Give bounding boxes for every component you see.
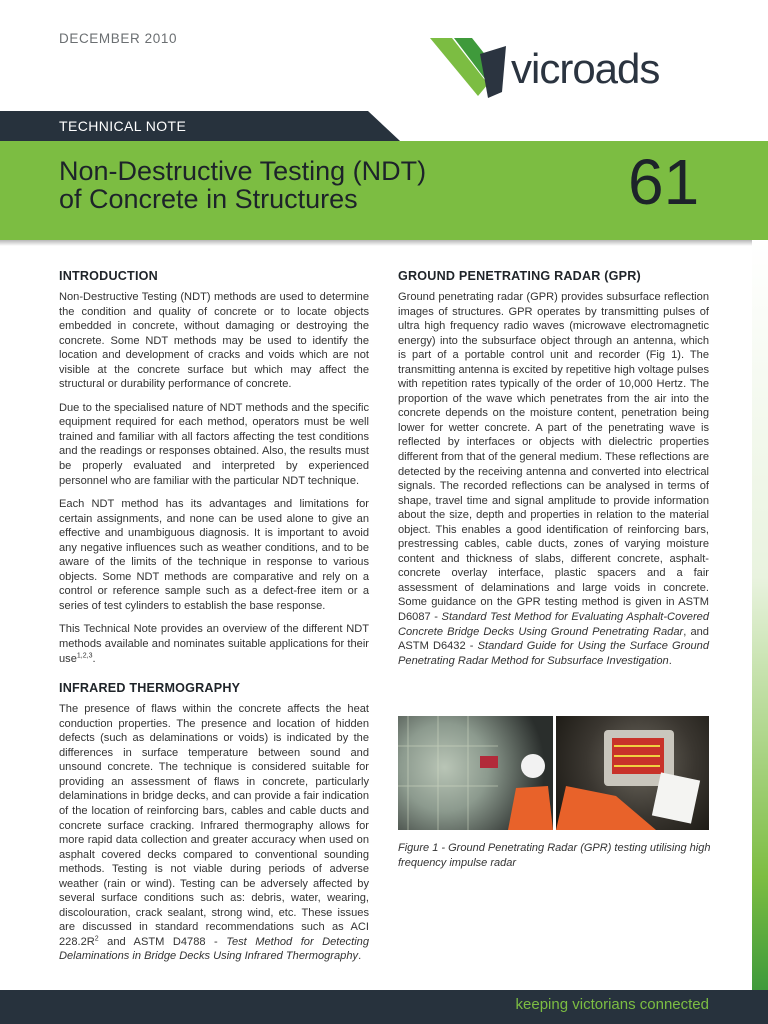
ir-text-a: The presence of flaws within the concrete affects the heat conduction properties. The presence and location of hidden defects (such as delaminations or voids) is indicated by the differences in surface temperature between sound and unsound concrete. The technique is considered suitable for providing an assessment of flaws in concrete, particularly delaminations in bridge decks, and can provide a fair indication of the location of reinforcing bars, cables and cable ducts and concrete surface cracking. Infrared thermography allows for more rapid data collection and greater accuracy when used on asphalt covered decks compared to conventional sounding methods. Testing is not viable during periods of adverse weather (rain or wind). Testing can be adversely affected by several surface conditions such as: debris, water, wearing, discolouration, crack sealant, strong wind, etc. These issues are discussed in standard recommendations such as ACI 228.2R <box>59 703 369 948</box>
figure-photo-gpr-device <box>556 716 709 830</box>
technical-note-number: 61 <box>628 146 700 218</box>
intro-paragraph-3: Each NDT method has its advantages and limitations for certain assignments, and none can be used alone to give an effective and unambiguous diagnosis. It is important to avoid any negative influences such as weather conditions, and to be aware of the limits of the technique in response to various objects. Some NDT methods are comparative and rely on a control or reference sample such as a defect-free item or a series of test cylinders to establish the base response. <box>59 498 369 612</box>
gpr-heading: GROUND PENETRATING RADAR (GPR) <box>398 269 641 283</box>
figure-photo-gpr-wall <box>398 716 553 830</box>
ir-text-end: . <box>358 950 362 963</box>
title-line-1: Non-Destructive Testing (NDT) <box>59 156 427 186</box>
intro-paragraph-2: Due to the specialised nature of NDT methods and the specific equipment required for each method, operators must be well trained and familiar with all factors affecting the test conditions and the readings or responses obtained. Also, the results must be properly evaluated and interpreted by experienced personnel who are familiar with the particular NDT technique. <box>59 401 369 487</box>
gpr-text-a: Ground penetrating radar (GPR) provides subsurface reflection images of structures. GPR operates by transmitting pulses of ultra high frequency radio waves (microwave electromagnetic energy) into the subsurface object through an antenna, which is part of a portable control unit and recorder (Fig 1). The transmitting antenna is excited by repetitive high voltage pulses with repetition rates typically of the order of 10,000 Hertz. The proportion of the wave which penetrates from the air into the concrete depends on the moisture content, penetration being lower for wetter concrete. A part of the penetrating wave is reflected by interfaces or objects with dielectric properties different from that of the general medium. These reflections are detected by the receiving antenna and converted into electrical signals. The recorded reflections can be analysed in terms of shape, travel time and signal amplitude to provide information about the size, depth and properties in relation to the material object. This enables a good identification of reinforcing bars, prestressing cables, cable ducts, zones of varying moisture content and thickness of slabs, different concrete, asphalt-concrete overlay interface, plastic spacers and a fair assessment of delaminations and large voids in concrete. Some guidance on the GPR testing method is given in ASTM D6087 - <box>398 291 709 624</box>
intro-p4-end: . <box>92 652 96 665</box>
title-line-2: of Concrete in Structures <box>59 184 358 214</box>
intro-p4-reference: 1,2,3 <box>76 651 93 659</box>
gpr-standard-title-2: Standard Guide for Using the Surface Ground Penetrating Radar Method for Subsurface Investigation <box>398 640 709 667</box>
intro-paragraph-1: Non-Destructive Testing (NDT) methods are used to determine the condition and quality of concrete or to locate objects embedded in concrete, without damaging or destroying the concrete. Some NDT methods may be used to identify the location and development of cracks and voids which are not visible at the concrete surface but which may affect the structural or durability performance of concrete. <box>59 291 369 391</box>
gpr-text-b: , and ASTM D6432 - <box>398 625 709 653</box>
gpr-standard-title-1: Standard Test Method for Evaluating Asphalt-Covered Concrete Bridge Decks Using Ground Penetrating Radar <box>398 611 709 638</box>
infrared-heading: INFRARED THERMOGRAPHY <box>59 681 241 696</box>
intro-paragraph-4 <box>59 622 369 666</box>
left-column <box>59 268 369 973</box>
gpr-paragraph <box>398 290 709 668</box>
footer-tagline: keeping victorians connected <box>515 996 709 1013</box>
publication-date: DECEMBER 2010 <box>59 31 178 46</box>
document-title <box>59 157 579 213</box>
section-label: TECHNICAL NOTE <box>59 118 187 134</box>
ir-reference: 2 <box>94 935 99 943</box>
introduction-heading: INTRODUCTION <box>59 269 158 283</box>
ir-text-b: and ASTM D4788 - <box>98 935 227 948</box>
ir-standard-title: Test Method for Detecting Delaminations in Bridge Decks Using Infrared Thermography <box>59 935 369 963</box>
figure-caption: Figure 1 - Ground Penetrating Radar (GPR) testing utilising high frequency impulse radar <box>398 842 711 869</box>
gpr-text-end: . <box>668 654 672 667</box>
brand-wordmark: vicroads <box>511 45 660 92</box>
gpr-device-illustration <box>556 716 709 830</box>
gpr-wall-illustration <box>398 716 553 830</box>
title-band-shadow <box>0 240 768 246</box>
right-edge-bar <box>752 240 768 990</box>
right-column <box>398 268 709 677</box>
infrared-paragraph <box>59 702 369 964</box>
intro-p4-text: This Technical Note provides an overview of the different NDT methods available and nominates suitable applications for their use <box>59 623 369 665</box>
